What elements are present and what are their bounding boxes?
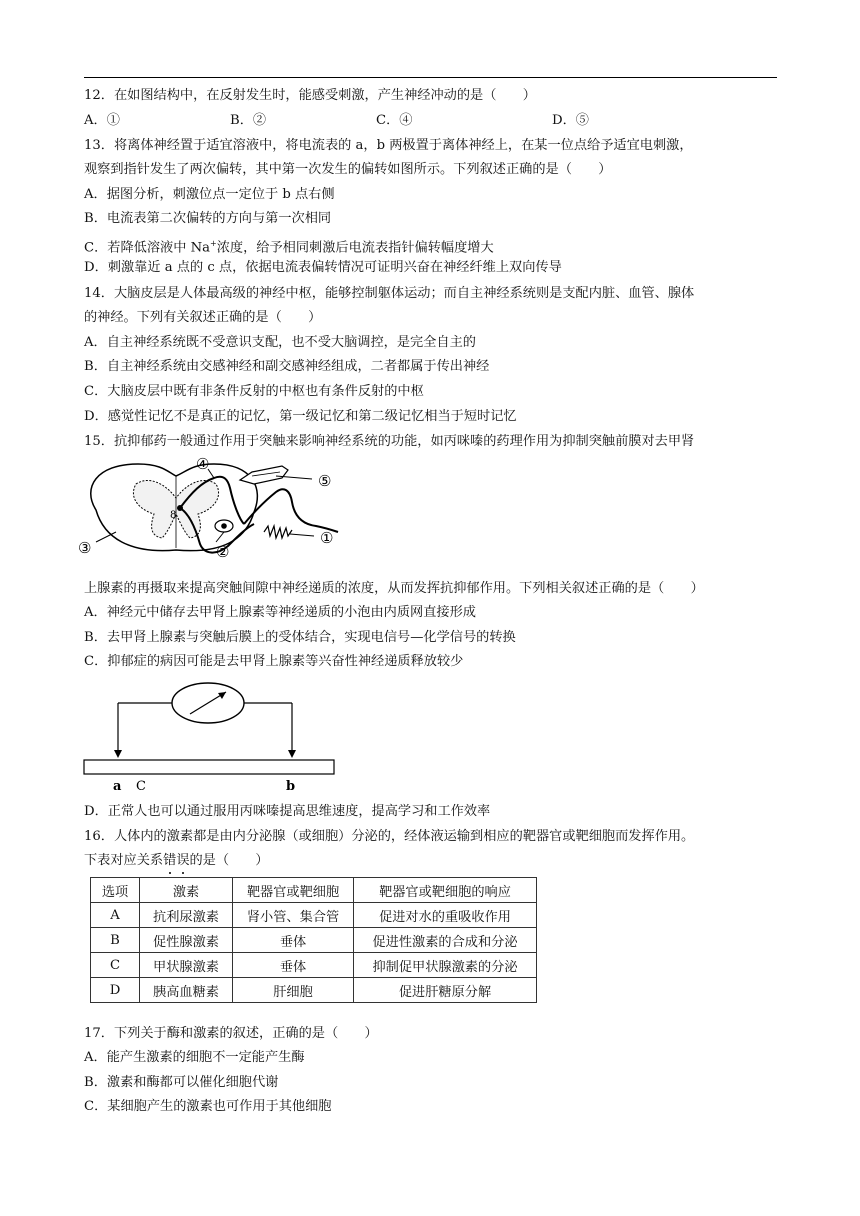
ganglion-cell [221,523,227,529]
header-response: 靶器官或靶细胞的响应 [354,878,537,903]
q14-option-b[interactable]: B．自主神经系统由交感神经和副交感神经组成，二者都属于传出神经 [84,359,490,374]
q13-option-b[interactable]: B．电流表第二次偏转的方向与第一次相同 [84,211,332,226]
q16-stem-line2 [84,852,269,870]
q12-options [84,112,777,130]
table-cell: 促进肝糖原分解 [354,978,537,1003]
galvanometer-figure [80,680,340,796]
table-row [91,928,537,953]
receptor-to-label [290,534,314,536]
q14-option-a[interactable]: A．自主神经系统既不受意识支配，也不受大脑调控，是完全自主的 [84,335,476,350]
label-3: ③ [78,539,92,557]
q13-option-a[interactable]: A．据图分析，刺激位点一定位于 b 点右侧 [84,187,335,202]
table-cell: C [91,953,140,978]
table-cell: 抑制促甲状腺激素的分泌 [354,953,537,978]
q15-option-a[interactable]: A．神经元中储存去甲肾上腺素等神经递质的小泡由内质网直接形成 [84,605,476,620]
q12-option-b[interactable]: B．② [230,113,267,128]
q16-stem-post: 的是（ ） [189,853,269,868]
q15-option-b[interactable]: B．去甲肾上腺素与突触后膜上的受体结合，实现电信号—化学信号的转换 [84,630,516,645]
q17-option-a[interactable]: A．能产生激素的细胞不一定能产生酶 [84,1050,305,1065]
q17-stem: 17．下列关于酶和激素的叙述，正确的是（ ） [84,1026,378,1041]
hormone-table [90,877,537,1003]
table-cell: B [91,928,140,953]
right-electrode-arrow [288,750,296,758]
nerve-fiber [84,760,334,774]
q14-stem-line2: 的神经。下列有关叙述正确的是（ ） [84,310,322,325]
point-c-label: C [136,779,146,794]
q16-stem-line1: 16．人体内的激素都是由内分泌腺（或细胞）分泌的，经体液运输到相应的靶器官或靶细胞而发挥作用。 [84,829,695,844]
q17-option-b[interactable]: B．激素和酶都可以催化细胞代谢 [84,1075,279,1090]
point-b-label: b [286,779,296,794]
q13-stem-line2: 观察到指针发生了两次偏转，其中第一次发生的偏转如图所示。下列叙述正确的是（ ） [84,162,612,177]
table-row [91,953,537,978]
q15-option-d[interactable]: D．正常人也可以通过服用丙咪嗪提高思维速度，提高学习和工作效率 [84,804,491,819]
left-electrode-arrow [114,750,122,758]
table-cell: 促进性激素的合成和分泌 [354,928,537,953]
q14-stem-line1: 14．大脑皮层是人体最高级的神经中枢，能够控制躯体运动；而自主神经系统则是支配内脏、血管、腺体 [84,286,695,301]
table-cell: 促进对水的重吸收作用 [354,903,537,928]
q14-option-c[interactable]: C．大脑皮层中既有非条件反射的中枢也有条件反射的中枢 [84,384,424,399]
table-cell: 抗利尿激素 [140,903,233,928]
header-option: 选项 [91,878,140,903]
table-cell: 垂体 [233,953,354,978]
header-hormone: 激素 [140,878,233,903]
q13-stem-line1: 13．将离体神经置于适宜溶液中，将电流表的 a，b 两极置于离体神经上，在某一位点给予适宜电刺激， [84,138,693,153]
table-cell: 促性腺激素 [140,928,233,953]
label-4: ④ [196,455,210,473]
q13-option-d[interactable]: D．刺激靠近 a 点的 c 点，依据电流表偏转情况可证明兴奋在神经纤维上双向传导 [84,260,562,275]
muscle-effector [240,466,288,484]
table-cell: 肾小管、集合管 [233,903,354,928]
q15-option-c[interactable]: C．抑郁症的病因可能是去甲肾上腺素等兴奋性神经递质释放较少 [84,654,464,669]
table-row [91,903,537,928]
table-cell: 肝细胞 [233,978,354,1003]
sodium-superscript: + [210,239,217,248]
table-row [91,978,537,1003]
q16-stem-pre: 下表对应关系 [84,853,164,868]
skin-receptor [264,526,292,538]
q15-stem-line1: 15．抗抑郁药一般通过作用于突触来影响神经系统的功能，如丙咪嗪的药理作用为抑制突触前膜对去甲肾 [84,434,695,449]
reflex-arc-figure [76,452,366,570]
table-cell: A [91,903,140,928]
header-target: 靶器官或靶细胞 [233,878,354,903]
table-header-row [91,878,537,903]
q13-option-c-post: 浓度，给予相同刺激后电流表指针偏转幅度增大 [216,240,494,256]
emphasis-char-2: 误 [176,853,190,868]
label-5: ⑤ [318,472,332,490]
header-rule [84,77,777,78]
table-cell: D [91,978,140,1003]
q13-option-c-pre: C．若降低溶液中 Na [84,240,210,256]
emphasis-char-1: 错 [163,853,177,868]
q15-stem-line2: 上腺素的再摄取来提高突触间隙中神经递质的浓度，从而发挥抗抑郁作用。下列相关叙述正确的是（ ） [84,581,704,596]
table-cell: 垂体 [233,928,354,953]
label-2: ② [216,543,230,561]
q12-stem: 12．在如图结构中，在反射发生时，能感受刺激，产生神经冲动的是（ ） [84,88,536,103]
table-cell: 胰高血糖素 [140,978,233,1003]
table-cell: 甲状腺激素 [140,953,233,978]
q13-option-c[interactable] [84,235,494,257]
q12-option-c[interactable]: C．④ [376,113,413,128]
label-1: ① [320,529,334,547]
q14-option-d[interactable]: D．感觉性记忆不是真正的记忆，第一级记忆和第二级记忆相当于短时记忆 [84,409,517,424]
point-a-label: a [113,779,122,794]
q12-option-a[interactable]: A．① [84,113,120,128]
q17-option-c[interactable]: C．某细胞产生的激素也可作用于其他细胞 [84,1099,332,1114]
grey-matter-mark: 8 [170,510,177,521]
q12-option-d[interactable]: D．⑤ [552,113,589,128]
